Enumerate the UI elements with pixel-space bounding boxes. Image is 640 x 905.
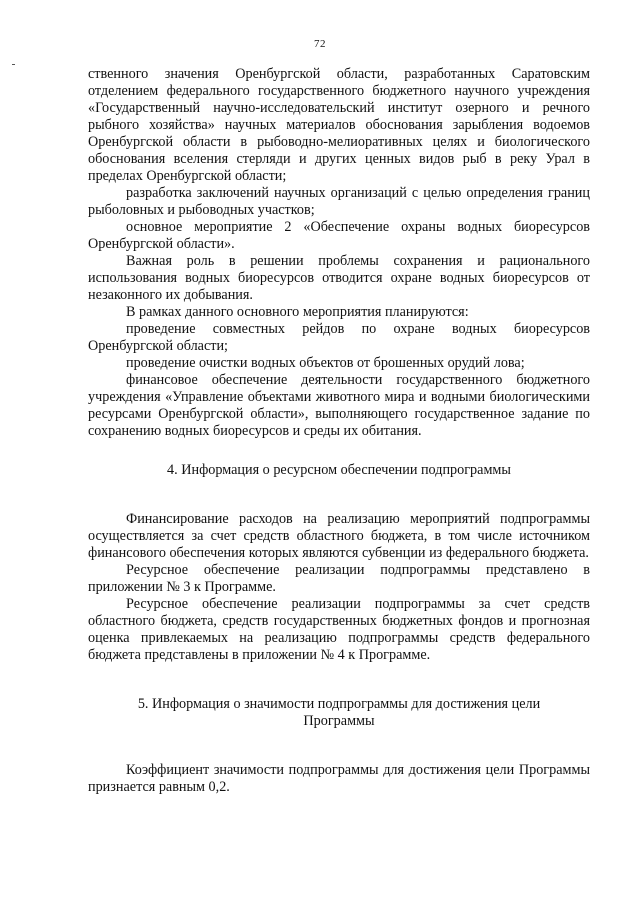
section-4-paragraph-appendix-4: Ресурсное обеспечение реализации подпрограммы за счет средств областного бюджета, средств государственных бюджетных фондов и прогнозная оценка привлекаемых на реализацию подпрограммы средств федерального бюджета представлены в приложении № 4 к Программе. [88, 596, 590, 663]
paragraph-joint-raids: проведение совместных рейдов по охране водных биоресурсов Оренбургской области; [88, 321, 590, 354]
page-number: 72 [314, 38, 326, 50]
page-content [88, 66, 590, 796]
scan-mark [12, 64, 15, 65]
paragraph-financing-institution: финансовое обеспечение деятельности государственного бюджетного учреждения «Управление объектами животного мира и водными биологическими ресурсами Оренбургской области», выполняющего государственное задание по сохранению водных биоресурсов и среды их обитания. [88, 372, 590, 439]
paragraph-planned-intro: В рамках данного основного мероприятия планируются: [126, 304, 469, 320]
section-5-heading-line-2: Программы [303, 713, 375, 729]
paragraph-continuation: ственного значения Оренбургской области, разработанных Саратовским отделением федерального государственного бюджетного научного учреждения «Государственный научно-исследовательский институт озерного и речного рыбного хозяйства» научных материалов обоснования зарыбления водоемов Оренбургской области в рыбоводно-мелиоративных целях и биологического обоснования вселения стерляди и других ценных видов рыб в реку Урал в пределах Оренбургской области; [88, 66, 590, 184]
section-4-paragraph-appendix-3: Ресурсное обеспечение реализации подпрограммы представлено в приложении № 3 к Программе. [88, 562, 590, 595]
paragraph-important-role: Важная роль в решении проблемы сохранения и рационального использования водных биоресурсов отводится охране водных биоресурсов от незаконного их добывания. [88, 253, 590, 303]
section-4-heading: 4. Информация о ресурсном обеспечении подпрограммы [167, 462, 511, 478]
paragraph-conclusions: разработка заключений научных организаций с целью определения границ рыболовных и рыбоводных участков; [88, 185, 590, 218]
paragraph-main-activity-2: основное мероприятие 2 «Обеспечение охраны водных биоресурсов Оренбургской области». [88, 219, 590, 252]
section-4-paragraph-financing: Финансирование расходов на реализацию мероприятий подпрограммы осуществляется за счет средств областного бюджета, в том числе источником финансового обеспечения которых являются субвенции из федерального бюджета. [88, 511, 590, 561]
section-5-heading-line-1: 5. Информация о значимости подпрограммы для достижения цели [137, 696, 541, 712]
paragraph-cleaning: проведение очистки водных объектов от брошенных орудий лова; [126, 355, 525, 371]
section-5-paragraph-coefficient: Коэффициент значимости подпрограммы для достижения цели Программы признается равным 0,2. [88, 762, 590, 795]
